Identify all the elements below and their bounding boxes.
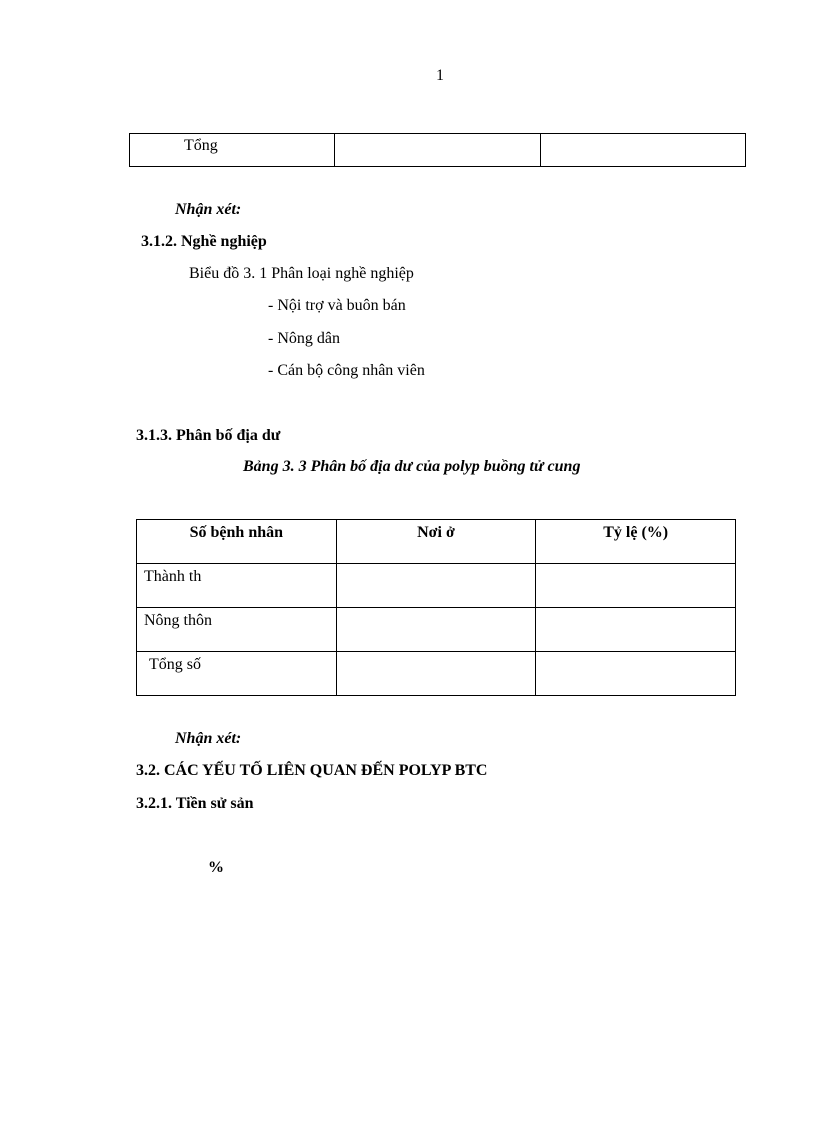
table-cell: [336, 564, 536, 608]
section-heading-related-factors: 3.2. CÁC YẾU TỐ LIÊN QUAN ĐẾN POLYP BTC: [136, 762, 488, 779]
table-cell: [540, 134, 745, 167]
section-heading-obstetric-history: 3.2.1. Tiền sử sản: [136, 795, 254, 812]
table-cell: Tổng số: [137, 652, 337, 696]
list-item: - Nội trợ và buôn bán: [268, 297, 406, 314]
table-header-row: [137, 520, 736, 564]
table-cell: [335, 134, 540, 167]
remark-label: Nhận xét:: [175, 201, 242, 218]
table-cell: [536, 652, 736, 696]
chart-axis-label: %: [208, 859, 224, 876]
section-heading-occupation: 3.1.2. Nghề nghiệp: [141, 233, 267, 250]
table-row: [137, 608, 736, 652]
table-cell: [536, 608, 736, 652]
column-header: Tỷ lệ (%): [536, 520, 736, 564]
column-header: Nơi ở: [336, 520, 536, 564]
list-item: - Cán bộ công nhân viên: [268, 362, 425, 379]
table-cell: Nông thôn: [137, 608, 337, 652]
table-cell: Thành th: [137, 564, 337, 608]
table-cell: Tổng: [130, 134, 335, 167]
column-header: Số bệnh nhân: [137, 520, 337, 564]
table-row: [137, 652, 736, 696]
geography-table: [136, 519, 736, 696]
page-number: 1: [436, 67, 444, 84]
table-cell: [536, 564, 736, 608]
table-cell: [336, 608, 536, 652]
table-row: [137, 564, 736, 608]
section-heading-geography: 3.1.3. Phân bố địa dư: [136, 427, 281, 444]
table-caption: Bảng 3. 3 Phân bố địa dư của polyp buồng tử cung: [243, 458, 581, 475]
list-item: - Nông dân: [268, 330, 340, 347]
summary-table: [129, 133, 746, 167]
chart-caption: Biểu đồ 3. 1 Phân loại nghề nghiệp: [189, 265, 414, 282]
table-cell: [336, 652, 536, 696]
remark-label: Nhận xét:: [175, 730, 242, 747]
table-row: [130, 134, 746, 167]
